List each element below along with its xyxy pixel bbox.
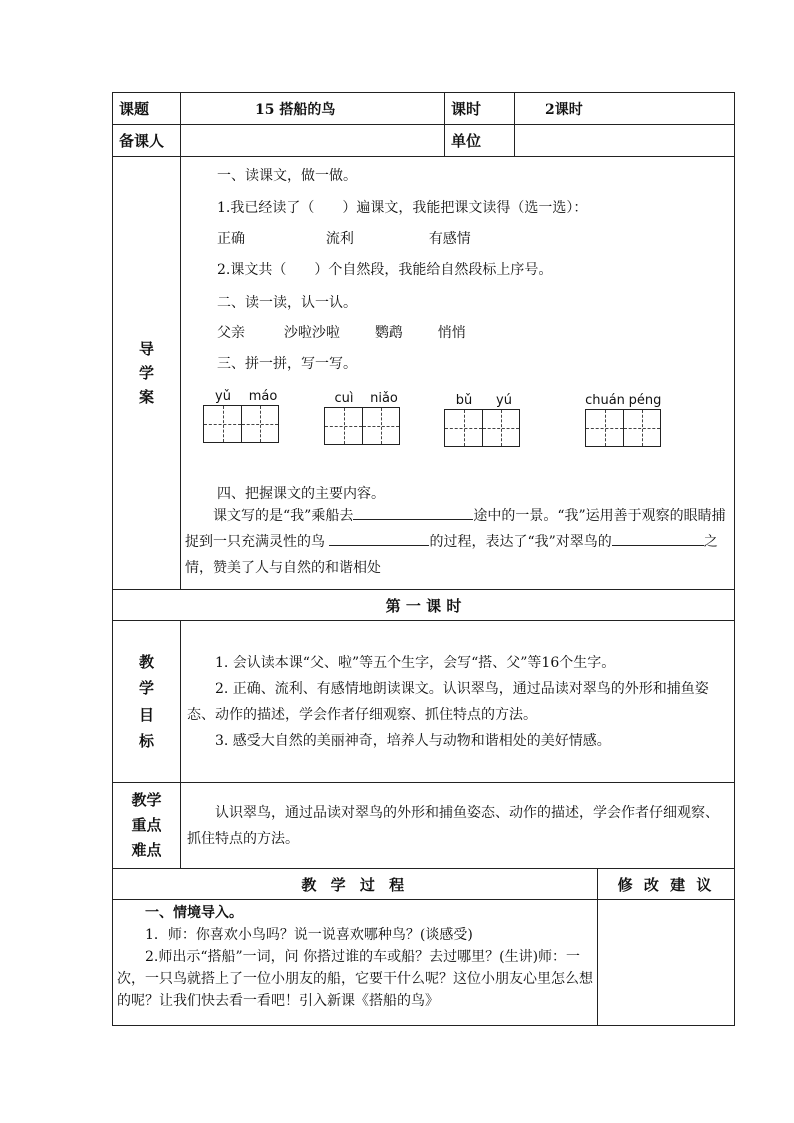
process-header: 教 学 过 程 xyxy=(113,869,598,900)
summary-text: 课文写的是“我”乘船去 xyxy=(213,508,354,524)
goals-label xyxy=(113,621,181,783)
topic-value: 15 搭船的鸟 xyxy=(181,93,445,125)
unit-label: 单位 xyxy=(445,125,515,157)
summary-text: 途中的一景。“我”运用善于观察的眼睛捕捉到一只充满灵性的鸟 xyxy=(185,508,726,550)
key-points-label xyxy=(113,783,181,869)
guide-question-1: 1.我已经读了（ ）遍课文，我能把课文读得（选一选）： xyxy=(217,200,588,216)
writing-grid[interactable] xyxy=(324,407,404,445)
topic-row xyxy=(113,93,735,125)
suggestion-header: 修 改 建 议 xyxy=(598,869,735,900)
choice-item: 流利 xyxy=(325,231,354,247)
guide-row xyxy=(113,157,735,590)
process-content xyxy=(113,900,598,1026)
pinyin-syllable: bǔ xyxy=(455,393,473,408)
blank-feeling[interactable] xyxy=(612,531,704,546)
guide-section-2: 二、读一读，认一认。 xyxy=(217,295,357,311)
goals-label-char: 教 xyxy=(138,653,154,671)
process-line: 1．师：你喜欢小鸟吗？说一说喜欢哪种鸟？(谈感受) xyxy=(145,927,473,943)
hours-label: 课时 xyxy=(445,93,515,125)
word-item: 父亲 xyxy=(217,325,245,341)
suggestion-content[interactable] xyxy=(598,900,735,1026)
key-points-content xyxy=(181,783,735,869)
pinyin-syllable: péng xyxy=(628,393,662,408)
pinyin-syllable: máo xyxy=(248,389,278,404)
goal-item: 1. 会认读本课“父、啦”等五个生字，会写“搭、父”等16个生字。 xyxy=(215,654,616,671)
guide-label-char: 导 xyxy=(138,340,154,358)
pinyin-syllable: yú xyxy=(496,393,512,408)
hours-value: 2课时 xyxy=(515,93,735,125)
guide-label-char: 学 xyxy=(138,364,154,382)
goals-row xyxy=(113,621,735,783)
key-points-row xyxy=(113,783,735,869)
writing-grid[interactable] xyxy=(585,409,665,447)
goals-label-char: 目 xyxy=(138,705,154,724)
process-row xyxy=(113,900,735,1026)
preparer-value xyxy=(181,125,445,157)
choice-item: 有感情 xyxy=(428,231,471,247)
key-points-label-line: 教学 xyxy=(131,791,162,810)
pinyin-group xyxy=(585,393,665,447)
unit-value xyxy=(515,125,735,157)
pinyin-group xyxy=(324,391,404,445)
key-points-label-line: 重点 xyxy=(131,816,162,835)
goal-item: 3. 感受大自然的美丽神奇，培养人与动物和谐相处的美好情感。 xyxy=(215,732,611,749)
guide-label xyxy=(113,157,181,590)
pinyin-syllable: chuán xyxy=(585,393,625,408)
word-item: 悄悄 xyxy=(437,325,466,341)
pinyin-syllable: niǎo xyxy=(370,391,398,406)
guide-section-3: 三、拼一拼，写一写。 xyxy=(217,356,357,372)
preparer-row xyxy=(113,125,735,157)
word-item: 沙啦沙啦 xyxy=(283,325,340,341)
guide-words xyxy=(217,322,466,342)
key-points-label-line: 难点 xyxy=(131,840,162,859)
blank-destination[interactable] xyxy=(353,505,473,520)
first-lesson-title: 第 一 课 时 xyxy=(113,590,735,621)
choice-item: 正确 xyxy=(217,231,245,247)
process-header-row xyxy=(113,869,735,900)
word-item: 鹦鹉 xyxy=(374,325,403,341)
goal-item: 2. 正确、流利、有感情地朗读课文。认识翠鸟，通过品读对翠鸟的外形和捕鱼姿态、动作的描述，学会作者仔细观察、抓住特点的方法。 xyxy=(187,680,709,723)
writing-grid[interactable] xyxy=(203,405,283,443)
guide-question-2: 2.课文共（ ）个自然段，我能给自然段标上序号。 xyxy=(217,262,553,278)
blank-process[interactable] xyxy=(329,531,429,546)
process-line: 2.师出示“搭船”一词，问 你搭过谁的车或船？去过哪里？(生讲)师：一次，一只鸟就搭上了一位小朋友的船，它要干什么呢？这位小朋友心里怎么想的呢？让我们快去看一看吧！引入新课《搭船的鸟》 xyxy=(117,949,593,1009)
guide-section-1: 一、读课文，做一做。 xyxy=(217,168,357,184)
writing-grid[interactable] xyxy=(444,409,524,447)
summary-text: 之情，赞美了人与自然的和谐相处 xyxy=(185,534,718,576)
first-lesson-row xyxy=(113,590,735,621)
lesson-plan-table xyxy=(112,92,735,1026)
goals-content xyxy=(181,621,735,783)
process-section-title: 一、情境导入。 xyxy=(145,905,243,921)
pinyin-syllable: yǔ xyxy=(215,389,231,404)
guide-label-char: 案 xyxy=(138,388,154,406)
topic-label: 课题 xyxy=(113,93,181,125)
guide-content xyxy=(181,157,735,590)
goals-label-char: 标 xyxy=(138,731,154,750)
key-points-text: 认识翠鸟，通过品读对翠鸟的外形和捕鱼姿态、动作的描述，学会作者仔细观察、抓住特点的方法。 xyxy=(187,804,719,847)
pinyin-syllable: cuì xyxy=(334,391,354,406)
pinyin-group xyxy=(444,393,524,447)
guide-section-4: 四、把握课文的主要内容。 xyxy=(217,486,385,502)
summary-paragraph xyxy=(185,503,730,581)
summary-text: 的过程，表达了“我”对翠鸟的 xyxy=(429,534,612,550)
goals-label-char: 学 xyxy=(138,679,154,698)
preparer-label: 备课人 xyxy=(113,125,181,157)
pinyin-group xyxy=(203,389,283,443)
guide-choices xyxy=(217,228,471,248)
